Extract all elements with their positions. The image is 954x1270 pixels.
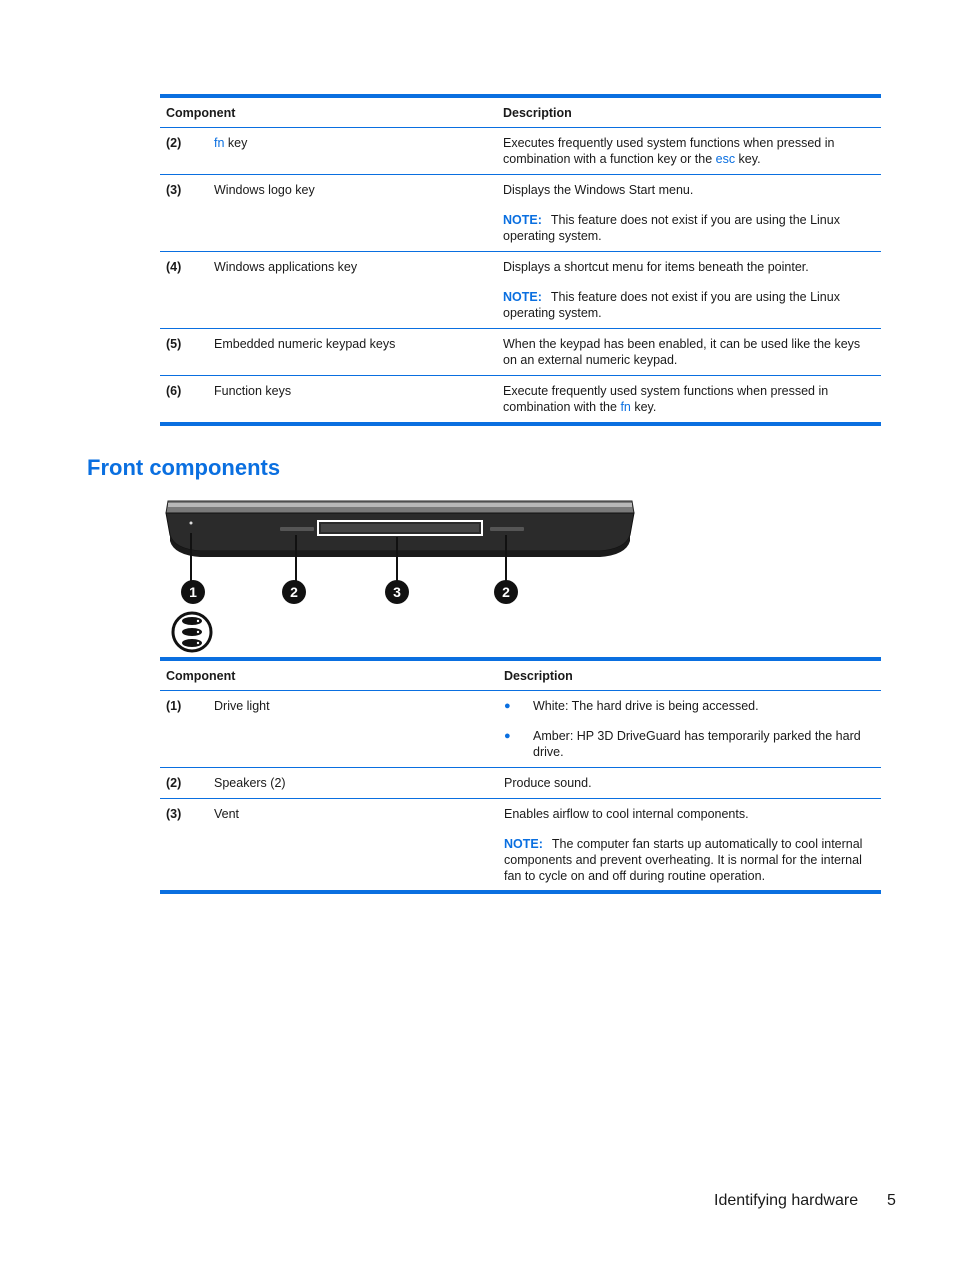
esc-key-link[interactable]: esc [715, 152, 736, 166]
table-header [160, 661, 881, 691]
callout-1: 1 [189, 584, 197, 600]
row-number: (3) [166, 807, 182, 821]
bullet-text: White: The hard drive is being accessed. [533, 699, 759, 713]
note [504, 836, 875, 884]
header-component: Component [166, 668, 236, 683]
row-component-rest: key [224, 136, 248, 150]
row-component [214, 128, 503, 174]
components-table-keys [160, 94, 881, 426]
row-description [503, 691, 881, 767]
row-description [503, 175, 881, 251]
row-component: Windows applications key [214, 260, 358, 274]
note [503, 212, 875, 244]
row-description [503, 768, 881, 798]
row-description [503, 128, 881, 174]
bullet-icon: ● [504, 700, 511, 712]
table-row [160, 691, 881, 768]
hard-drive-icon [173, 613, 211, 651]
list-item [504, 728, 875, 760]
row-component: Embedded numeric keypad keys [214, 337, 396, 351]
note [503, 289, 875, 321]
callout-2b: 2 [502, 584, 510, 600]
header-description: Description [503, 105, 572, 120]
footer-chapter-title: Identifying hardware [714, 1192, 859, 1209]
row-component: Speakers (2) [214, 776, 286, 790]
desc-text-end: key. [630, 400, 657, 414]
table-row [160, 376, 881, 422]
row-number: (6) [166, 384, 182, 398]
desc-text-end: key. [735, 152, 761, 166]
desc-text: When the keypad has been enabled, it can be used like the keys on an external numeric keypad. [503, 337, 861, 367]
row-component: Windows logo key [214, 183, 315, 197]
desc-text: Displays the Windows Start menu. [503, 183, 694, 197]
row-component: Function keys [214, 384, 292, 398]
note-label: NOTE: [504, 837, 543, 851]
row-component: Drive light [214, 699, 270, 713]
row-description [503, 252, 881, 328]
row-description [503, 376, 881, 422]
table-row [160, 768, 881, 799]
note-text: This feature does not exist if you are using the Linux operating system. [503, 290, 840, 320]
desc-text: Executes frequently used system functions when pressed in combination with a function key or the [503, 136, 835, 166]
note-text: The computer fan starts up automatically to cool internal components and prevent overheating. It is normal for the internal fan to cycle on and off during routine operation. [504, 837, 863, 883]
laptop-front-illustration [160, 497, 640, 657]
section-title: Front components [87, 455, 281, 480]
row-number: (2) [166, 776, 182, 790]
bullet-text: Amber: HP 3D DriveGuard has temporarily parked the hard drive. [533, 729, 861, 759]
row-description [503, 329, 881, 375]
row-number: (2) [166, 136, 182, 150]
fn-key-link[interactable]: fn [620, 400, 631, 414]
list-item [504, 698, 875, 714]
row-number: (1) [166, 699, 182, 713]
table-row [160, 799, 881, 890]
desc-text: Displays a shortcut menu for items beneath the pointer. [503, 260, 809, 274]
header-component: Component [166, 105, 236, 120]
header-description: Description [504, 668, 573, 683]
note-label: NOTE: [503, 213, 542, 227]
note-label: NOTE: [503, 290, 542, 304]
desc-text: Produce sound. [504, 776, 592, 790]
table-header [160, 98, 881, 128]
fn-key-link[interactable]: fn [214, 136, 225, 150]
callout-2: 2 [290, 584, 298, 600]
table-row [160, 175, 881, 252]
components-table-front [160, 657, 881, 894]
row-component: Vent [214, 807, 240, 821]
footer-page-number: 5 [887, 1192, 896, 1209]
row-number: (3) [166, 183, 182, 197]
desc-text: Execute frequently used system functions when pressed in combination with the [503, 384, 829, 414]
note-text: This feature does not exist if you are using the Linux operating system. [503, 213, 840, 243]
callout-3: 3 [393, 584, 401, 600]
row-number: (4) [166, 260, 182, 274]
table-row [160, 329, 881, 376]
laptop-front-figure [160, 497, 640, 657]
callout-markers [181, 580, 518, 604]
row-number: (5) [166, 337, 182, 351]
desc-text: Enables airflow to cool internal components. [504, 807, 749, 821]
bullet-icon: ● [504, 730, 511, 742]
table-row [160, 128, 881, 175]
table-row [160, 252, 881, 329]
row-description [503, 799, 881, 890]
